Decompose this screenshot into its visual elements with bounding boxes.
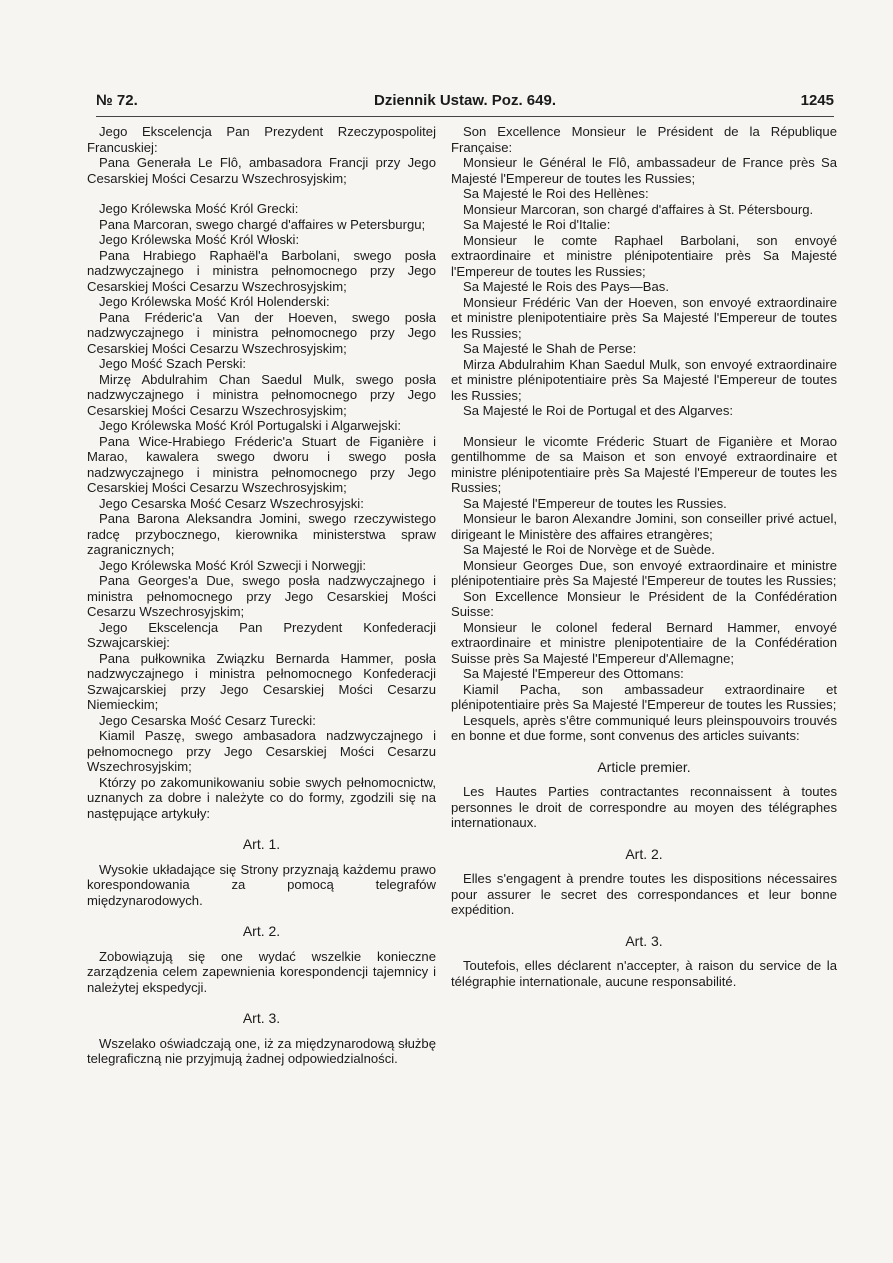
article-3-text: Wszelako oświadczają one, iż za międzynarodową służbę telegraficzną nie przyjmują żadnej odpowiedzialności. [87,1035,436,1066]
right-paragraph: Sa Majesté le Roi des Hellènes: [463,186,649,201]
right-paragraph: Monsieur Frédéric Van der Hoeven, son envoyé extraordinaire et ministre plenipotentiaire près Sa Majesté l'Empereur de toutes les Russies; [451,294,837,341]
left-paragraph: Jego Królewska Mość Król Włoski: [99,232,300,247]
article-1-text: Wysokie układające się Strony przyznają każdemu prawo korespondowania za pomocą telegrafów międzynarodowych. [87,861,436,908]
right-paragraph: Monsieur le baron Alexandre Jomini, son conseiller privé actuel, dirigeant le Ministère des affaires etrangères; [451,511,837,542]
right-paragraph: Monsieur le colonel federal Bernard Hammer, envoyé extraordinaire et ministre plenipotentiaire de la Confédération Suisse près Sa Majesté l'Empereur d'Allemagne; [451,619,837,666]
right-paragraph: Son Excellence Monsieur le Président de la République Française: [451,124,837,155]
left-paragraph: Jego Cesarska Mość Cesarz Turecki: [99,712,316,728]
article-3-heading: Art. 3. [242,1010,281,1026]
left-paragraph: Pana pułkownika Związku Bernarda Hammer, posła nadzwyczajnego i ministra pełnomocnego Konfederacji Szwajcarskiej przy Jego Cesarskiej Mości Cesarzu Niemieckim; [87,650,436,712]
article-2-text: Zobowiązują się one wydać wszelkie konieczne zarządzenia celem zapewnienia korespondencji tajemnicy i należytej ekspedycji. [87,948,436,995]
polish-column [87,124,436,1067]
left-paragraph: Pana Georges'a Due, swego posła nadzwyczajnego i ministra pełnomocnego przy Jego Cesarskiej Mości Cesarzu Wszechrosyjskim; [87,573,436,619]
article-3-text: Toutefois, elles déclarent n'accepter, à raison du service de la télégraphie internationale, aucune responsabilité. [451,958,837,989]
left-paragraph: Pana Barona Aleksandra Jomini, swego rzeczywistego radcę przybocznego, kierownika ministerstwa spraw zagranicznych; [87,511,436,557]
left-paragraph: Pana Wice-Hrabiego Fréderic'a Stuart de Figanière i Marao, kawalera swego dworu i swego posła nadzwyczajnego i ministra pełnomocnego przy Jego Cesarskiej Mości Cesarzu Wszechrosyjskim; [87,433,436,495]
issue-number: № 72. [96,92,138,109]
left-paragraph: Jego Ekscelencja Pan Prezydent Rzeczypospolitej Francuskiej: [87,124,436,155]
left-paragraph: Jego Ekscelencja Pan Prezydent Konfederacji Szwajcarskiej: [87,619,436,650]
left-paragraph: Jego Królewska Mość Król Holenderski: [99,294,330,309]
right-paragraph: Mirza Abdulrahim Khan Saedul Mulk, son envoyé extraordinaire et ministre plénipotentiaire près Sa Majesté l'Empereur de toutes les Russies; [451,356,837,403]
left-paragraph: Jego Cesarska Mość Cesarz Wszechrosyjski: [99,495,364,511]
left-paragraph: Pana Hrabiego Raphaël'a Barbolani, swego posła nadzwyczajnego i ministra pełnomocnego przy Jego Cesarskiej Mości Cesarzu Wszechrosyjskim; [87,247,436,294]
left-paragraph: Mirzę Abdulrahim Chan Saedul Mulk, swego posła nadzwyczajnego i ministra pełnomocnego przy Jego Cesarskiej Mości Cesarzu Wszechrosyjskim; [87,371,436,418]
right-paragraph: Sa Majesté le Roi de Norvège et de Suède. [463,542,715,557]
journal-title: Dziennik Ustaw. Poz. 649. [374,92,556,109]
left-paragraph: Pana Fréderic'a Van der Hoeven, swego posła nadzwyczajnego i ministra pełnomocnego przy Jego Cesarskiej Mości Cesarzu Wszechrosyjskim; [87,309,436,356]
left-paragraph: Jego Królewska Mość Król Portugalski i Algarwejski: [99,418,401,433]
article-2-heading: Art. 2. [625,845,663,862]
left-paragraph: Jego Królewska Mość Król Szwecji i Norwegji: [99,557,367,573]
right-paragraph: Sa Majesté le Roi d'Italie: [463,217,611,232]
article-2-heading: Art. 2. [242,923,281,939]
left-paragraph: Jego Królewska Mość Król Grecki: [99,201,299,216]
right-paragraph: Monsieur Georges Due, son envoyé extraordinaire et ministre plénipotentiaire près Sa Majesté l'Empereur de toutes les Russies; [451,557,837,588]
article-1-text: Les Hautes Parties contractantes reconnaissent à toutes personnes le droit de correspondre au moyen des télégraphes internationaux. [451,784,837,830]
right-paragraph: Monsieur le comte Raphael Barbolani, son envoyé extraordinaire et ministre plénipotentiaire près Sa Majesté l'Empereur de toutes les Russies; [451,232,837,279]
left-paragraph: Pana Marcoran, swego chargé d'affaires w Petersburgu; [99,216,426,232]
article-3-heading: Art. 3. [625,932,663,949]
french-column [451,124,837,989]
right-paragraph: Sa Majesté l'Empereur de toutes les Russies. [463,495,727,511]
right-paragraph: Monsieur le vicomte Fréderic Stuart de Figanière et Morao gentilhomme de sa Maison et son envoyé extraordinaire et ministre plénipotentiaire près Sa Majesté l'Empereur de toutes les Russies; [451,433,837,495]
left-paragraph: Jego Mość Szach Perski: [99,356,246,371]
right-paragraph: Sa Majesté l'Empereur des Ottomans: [463,666,684,681]
left-paragraph: Którzy po zakomunikowaniu sobie swych pełnomocnictw, uznanych za dobre i należyte co do formy, zgodzili się na następujące artykuły: [87,774,436,821]
right-paragraph: Lesquels, après s'être communiqué leurs pleinspouvoirs trouvés en bonne et due forme, sont convenus des articles suivants: [451,712,837,743]
article-1-heading: Art. 1. [242,836,281,852]
right-paragraph: Monsieur Marcoran, son chargé d'affaires à St. Pétersbourg. [463,201,814,217]
article-1-heading: Article premier. [597,758,691,775]
right-paragraph: Sa Majesté le Roi de Portugal et des Algarves: [463,403,734,418]
right-paragraph: Son Excellence Monsieur le Président de la Confédération Suisse: [451,588,837,619]
header-rule [96,116,834,117]
page-number: 1245 [800,92,834,109]
right-paragraph: Sa Majesté le Rois des Pays—Bas. [463,279,669,294]
left-paragraph: Kiamil Paszę, swego ambasadora nadzwyczajnego i pełnomocnego przy Jego Cesarskiej Mości Cesarzu Wszechrosyjskim; [87,728,436,774]
right-paragraph: Sa Majesté le Shah de Perse: [463,341,637,356]
right-paragraph: Monsieur le Général le Flô, ambassadeur de France près Sa Majesté l'Empereur de toutes les Russies; [451,155,837,186]
page-header [96,92,834,114]
right-paragraph: Kiamil Pacha, son ambassadeur extraordinaire et plénipotentiaire près Sa Majesté l'Empereur de toutes les Russies; [451,681,837,712]
left-paragraph: Pana Generała Le Flô, ambasadora Francji przy Jego Cesarskiej Mości Cesarzu Wszechrosyjskim; [87,155,436,186]
article-2-text: Elles s'engagent à prendre toutes les dispositions nécessaires pour assurer le secret des correspondances et leur bonne expédition. [451,871,837,917]
